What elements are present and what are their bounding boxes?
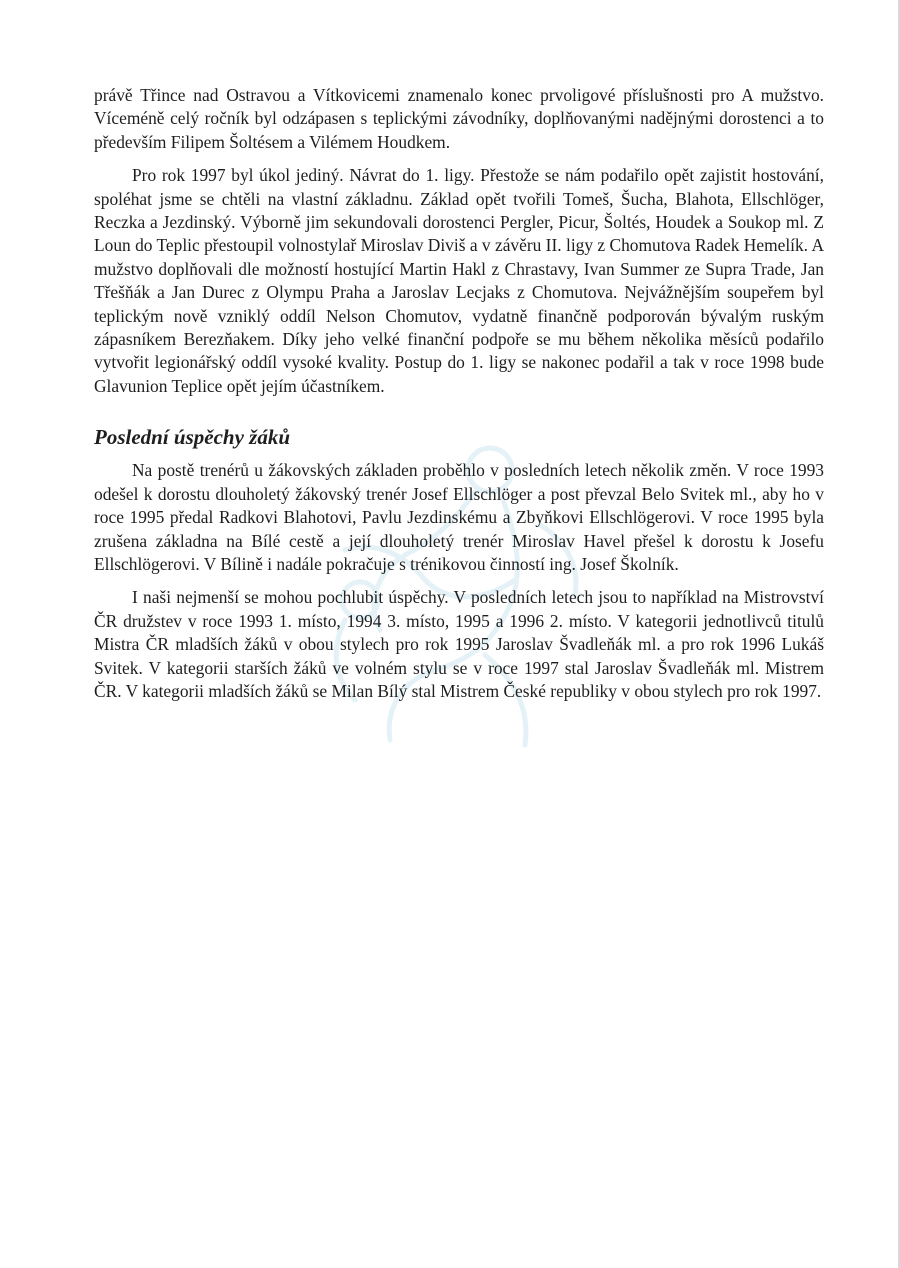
paragraph-youth-successes: I naši nejmenší se mohou pochlubit úspěchy. V posledních letech jsou to například na Mistrovství ČR družstev v roce 1993 1. místo, 1994 3. místo, 1995 a 1996 2. místo. V kategorii jednotlivců titulů Mistra ČR mladších žáků v obou stylech pro rok 1995 Jaroslav Švadleňák ml. a pro rok 1996 Lukáš Svitek. V kategorii starších žáků ve volném stylu se v roce 1997 stal Jaroslav Švadleňák ml. Mistrem ČR. V kategorii mladších žáků se Milan Bílý stal Mistrem České republiky v obou stylech pro rok 1997. — [94, 587, 824, 701]
paragraph-continuation: právě Třince nad Ostravou a Vítkovicemi znamenalo konec prvoligové příslušnosti pro A mužstvo. Víceméně celý ročník byl odzápasen s teplickými závodníky, doplňovanými nadějnými dorostenci a to především Filipem Šoltésem a Vilémem Houdkem. — [94, 85, 824, 152]
paragraph-coaching-changes: Na postě trenérů u žákovských základen proběhlo v posledních letech několik změn. V roce 1993 odešel k dorostu dlouholetý žákovský trenér Josef Ellschlöger a post převzal Belo Svitek ml., aby ho v roce 1995 předal Radkovi Blahotovi, Pavlu Jezdinskému a Zbyňkovi Ellschlögerovi. V roce 1995 byla zrušena základna na Bílé cestě a její dlouholetý trenér Miroslav Havel přešel k dorostu k Josefu Ellschlögerovi. V Bílině i nadále pokračuje s trénikovou činností ing. Josef Školník. — [94, 460, 824, 574]
paragraph-1997-season: Pro rok 1997 byl úkol jediný. Návrat do 1. ligy. Přestože se nám podařilo opět zajistit hostování, spoléhat jsme se chtěli na vlastní základnu. Základ opět tvořili Tomeš, Šucha, Blahota, Ellschlöger, Reczka a Jezdinský. Výborně jim sekundovali dorostenci Pergler, Picur, Šoltés, Houdek a Soukop ml. Z Loun do Teplic přestoupil volnostylař Miroslav Diviš a v závěru II. ligy z Chomutova Radek Hemelík. A mužstvo doplňovali dle možností hostující Martin Hakl z Chrastavy, Ivan Summer ze Supra Trade, Jan Třešňák a Jan Durec z Olympu Praha a Jaroslav Lecjaks z Chomutova. Nejvážnějším soupeřem byl teplickým nově vzniklý oddíl Nelson Chomutov, vydatně finančně podporován bývalým ruským zápasníkem Berezňakem. Díky jeho velké finanční podpoře se mu během několika měsíců podařilo vytvořit legionářský oddíl vysoké kvality. Postup do 1. ligy se nakonec podařil a tak v roce 1998 bude Glavunion Teplice opět jejím účastníkem. — [94, 165, 824, 396]
document-body — [94, 84, 824, 703]
section-heading: Poslední úspěchy žáků — [94, 425, 291, 450]
